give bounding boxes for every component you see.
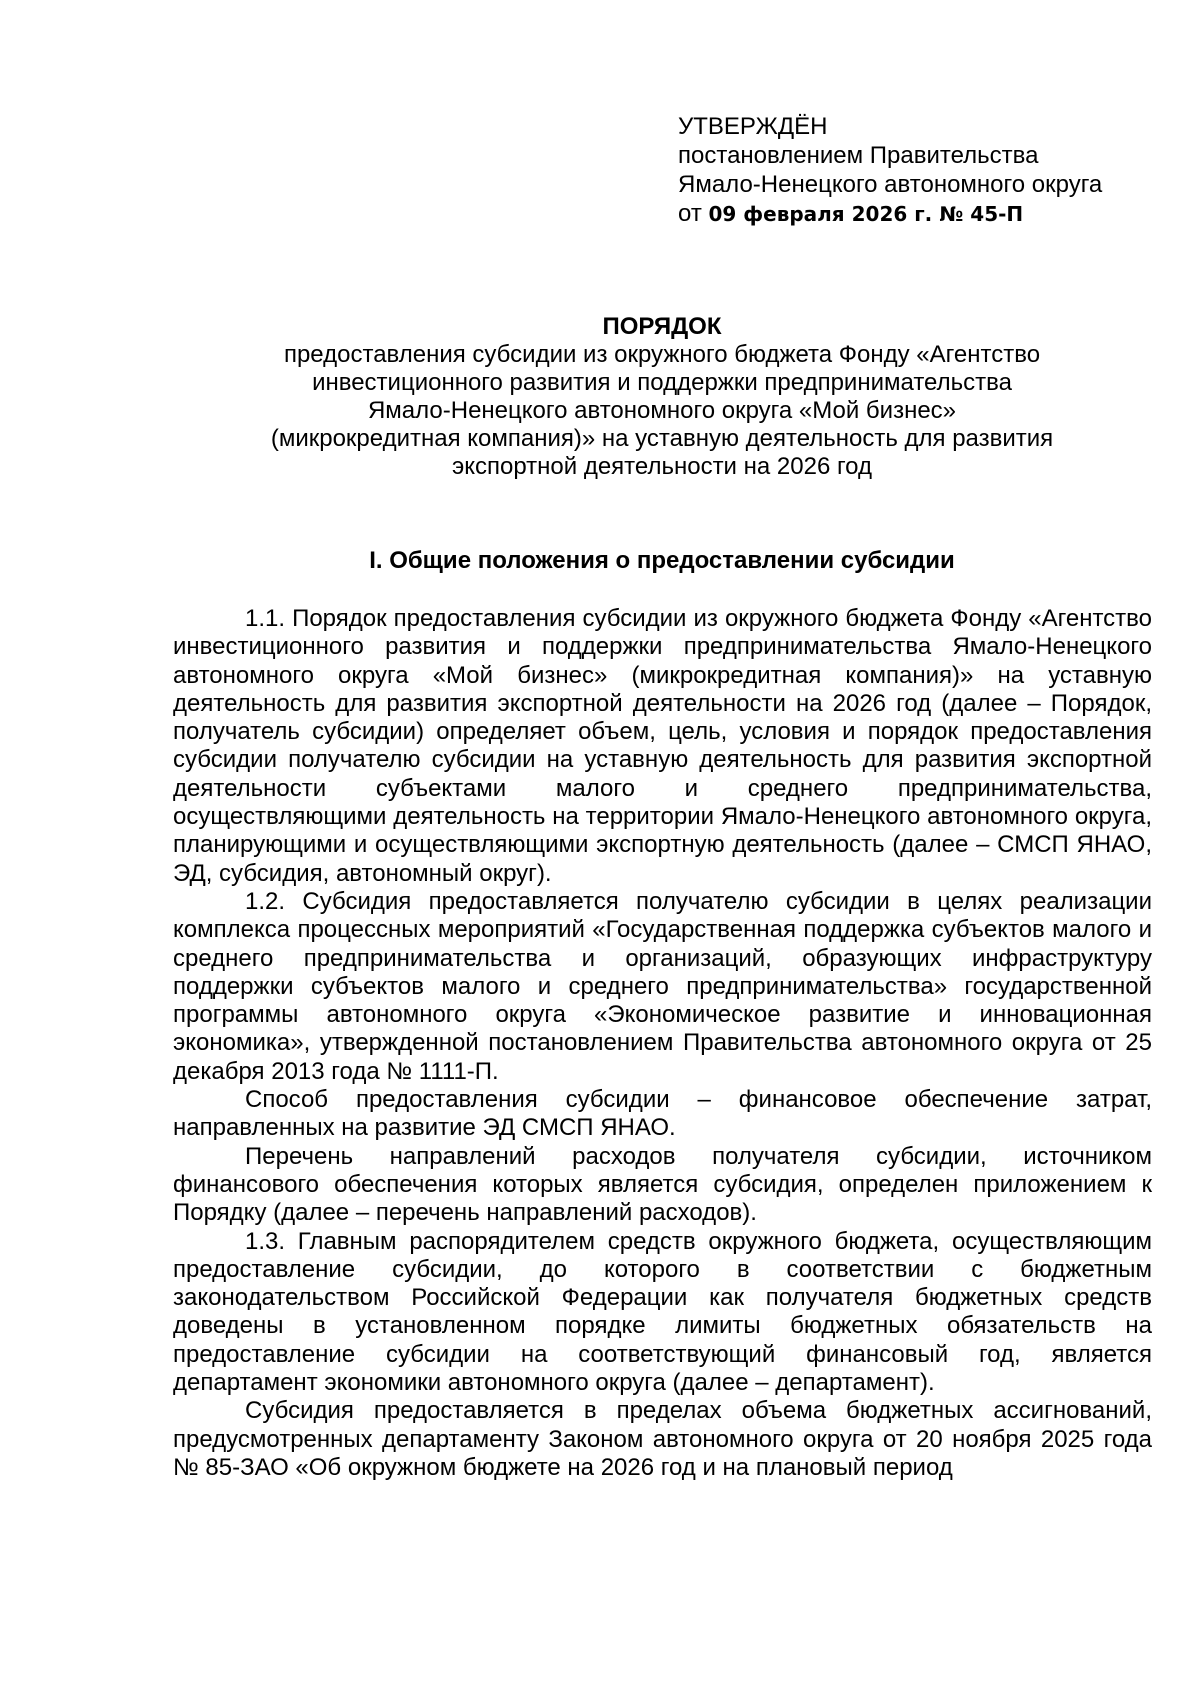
approval-date-prefix: от xyxy=(678,200,702,227)
paragraph: 1.1. Порядок предоставления субсидии из окружного бюджета Фонду «Агентство инвестиционного развития и поддержки предпринимательства Ямало-Ненецкого автономного округа «Мой бизнес» (микрокредитная компания)» на уставную деятельность для развития экспортной деятельности на 2026 год (далее – Порядок, получатель субсидии) определяет объем, цель, условия и порядок предоставления субсидии получателю субсидии на уставную деятельность для развития экспортной деятельности субъектами малого и среднего предпринимательства, осуществляющими деятельность на территории Ямало-Ненецкого автономного округа, планирующими и осуществляющими экспортную деятельность (далее – СМСП ЯНАО, ЭД, субсидия, автономный округ). xyxy=(173,605,1152,887)
approval-date-value: 09 февраля 2026 г. № 45-П xyxy=(708,202,1024,226)
document-subtitle-line: экспортной деятельности на 2026 год xyxy=(451,453,873,480)
paragraph: Способ предоставления субсидии – финансовое обеспечение затрат, направленных на развитие ЭД СМСП ЯНАО. xyxy=(173,1086,1152,1142)
document-subtitle-line: предоставления субсидии из окружного бюджета Фонду «Агентство xyxy=(283,341,1041,368)
document-subtitle-line: (микрокредитная компания)» на уставную деятельность для развития xyxy=(270,425,1054,452)
section-heading: I. Общие положения о предоставлении субсидии xyxy=(369,547,955,574)
paragraph: Субсидия предоставляется в пределах объема бюджетных ассигнований, предусмотренных департаменту Законом автономного округа от 20 ноября 2025 года № 85-ЗАО «Об окружном бюджете на 2026 год и на плановый период xyxy=(173,1397,1152,1481)
approval-line-2: Ямало-Ненецкого автономного округа xyxy=(678,171,1103,198)
document-title: ПОРЯДОК xyxy=(602,313,722,340)
document-subtitle-line: Ямало-Ненецкого автономного округа «Мой бизнес» xyxy=(367,397,957,424)
document-subtitle-line: инвестиционного развития и поддержки предпринимательства xyxy=(312,369,1012,396)
approval-block xyxy=(678,112,1148,229)
approval-line-1: постановлением Правительства xyxy=(678,142,1039,169)
approval-heading: УТВЕРЖДЁН xyxy=(678,113,828,140)
approval-date-line xyxy=(678,199,1148,229)
paragraph: Перечень направлений расходов получателя субсидии, источником финансового обеспечения которых является субсидия, определен приложением к Порядку (далее – перечень направлений расходов). xyxy=(173,1142,1152,1227)
paragraph: 1.2. Субсидия предоставляется получателю субсидии в целях реализации комплекса процессных мероприятий «Государственная поддержка субъектов малого и среднего предпринимательства и организаций, образующих инфраструктуру поддержки субъектов малого и среднего предпринимательства» государственной программы автономного округа «Экономическое развитие и инновационная экономика», утвержденной постановлением Правительства автономного округа от 25 декабря 2013 года № 1111-П. xyxy=(173,887,1152,1085)
document-title-block xyxy=(173,313,1151,481)
document-body xyxy=(173,605,1152,1482)
paragraph: 1.3. Главным распорядителем средств окружного бюджета, осуществляющим предоставление субсидии, до которого в соответствии с бюджетным законодательством Российской Федерации как получателя бюджетных средств доведены в установленном порядке лимиты бюджетных обязательств на предоставление субсидии на соответствующий финансовый год, является департамент экономики автономного округа (далее – департамент). xyxy=(173,1227,1152,1397)
